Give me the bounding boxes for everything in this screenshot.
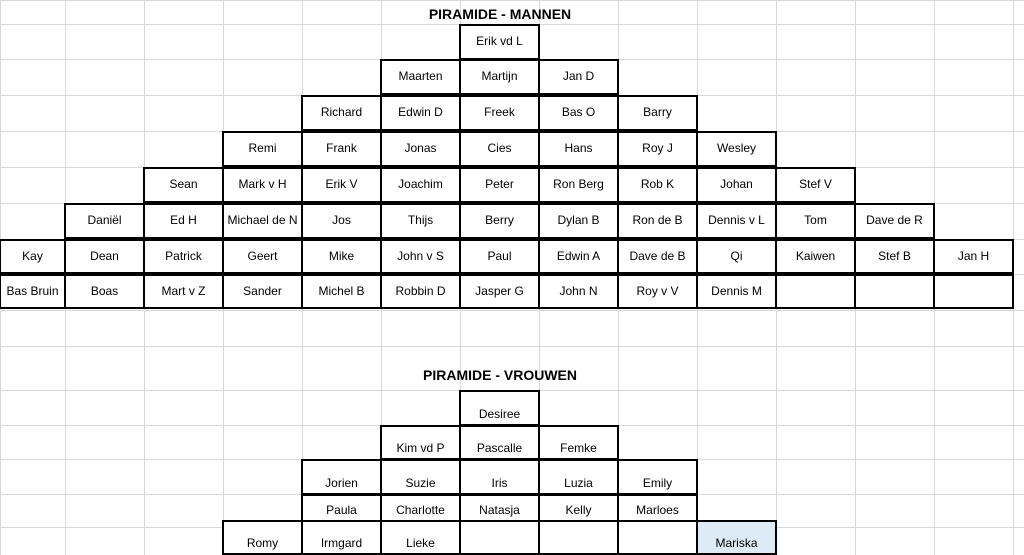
pyramid-cell-mannen[interactable] [933, 274, 1014, 309]
pyramid-cell-mannen[interactable]: Bas O [538, 95, 619, 131]
pyramid-cell-vrouwen[interactable]: Luzia [538, 459, 619, 495]
pyramid-title-vrouwen: PIRAMIDE - VROUWEN [423, 367, 577, 383]
pyramid-cell-vrouwen[interactable] [538, 520, 619, 555]
pyramid-cell-mannen[interactable]: Ron de B [617, 203, 698, 239]
pyramid-cell-mannen[interactable]: Jasper G [459, 274, 540, 309]
pyramid-cell-mannen[interactable]: John v S [380, 239, 461, 274]
pyramid-cell-mannen[interactable]: Qi [696, 239, 777, 274]
pyramid-cell-vrouwen[interactable]: Romy [222, 520, 303, 555]
pyramid-cell-mannen[interactable]: Sean [143, 167, 224, 203]
pyramid-cell-vrouwen[interactable]: Desiree [459, 390, 540, 426]
pyramid-cell-vrouwen[interactable]: Charlotte [380, 494, 461, 528]
pyramid-cell-vrouwen[interactable]: Kelly [538, 494, 619, 528]
pyramid-cell-mannen[interactable]: Dennis M [696, 274, 777, 309]
pyramid-cell-vrouwen[interactable]: Femke [538, 425, 619, 460]
pyramid-cell-vrouwen[interactable]: Pascalle [459, 425, 540, 460]
pyramid-cell-mannen[interactable]: Peter [459, 167, 540, 203]
pyramid-cell-vrouwen[interactable]: Lieke [380, 520, 461, 555]
pyramid-cell-mannen[interactable]: Frank [301, 131, 382, 167]
pyramid-cell-vrouwen[interactable]: Kim vd P [380, 425, 461, 460]
pyramid-cell-mannen[interactable]: Sander [222, 274, 303, 309]
pyramid-cell-mannen[interactable]: Edwin D [380, 95, 461, 131]
pyramid-cell-mannen[interactable]: Barry [617, 95, 698, 131]
pyramid-cell-vrouwen[interactable]: Jorien [301, 459, 382, 495]
pyramid-title-mannen: PIRAMIDE - MANNEN [428, 6, 572, 22]
pyramid-cell-mannen[interactable]: Ed H [143, 203, 224, 239]
pyramid-cell-mannen[interactable]: Dave de R [854, 203, 935, 239]
pyramid-cell-mannen[interactable]: Richard [301, 95, 382, 131]
pyramid-cell-mannen[interactable]: Kaiwen [775, 239, 856, 274]
pyramid-cell-mannen[interactable]: Jan H [933, 239, 1014, 274]
pyramid-cell-mannen[interactable]: Paul [459, 239, 540, 274]
pyramid-cell-mannen[interactable]: Freek [459, 95, 540, 131]
pyramid-cell-mannen[interactable]: Dave de B [617, 239, 698, 274]
pyramid-cell-vrouwen[interactable] [617, 520, 698, 555]
pyramid-cell-mannen[interactable]: Patrick [143, 239, 224, 274]
pyramid-cell-mannen[interactable]: Dennis v L [696, 203, 777, 239]
pyramid-cell-mannen[interactable]: Johan [696, 167, 777, 203]
pyramid-cell-mannen[interactable]: Remi [222, 131, 303, 167]
pyramid-cell-vrouwen[interactable]: Suzie [380, 459, 461, 495]
pyramid-cell-mannen[interactable]: Berry [459, 203, 540, 239]
pyramid-cell-mannen[interactable]: Erik vd L [459, 24, 540, 60]
pyramid-cell-mannen[interactable]: Roy J [617, 131, 698, 167]
pyramid-cell-mannen[interactable]: Erik V [301, 167, 382, 203]
pyramid-cell-mannen[interactable]: Edwin A [538, 239, 619, 274]
pyramid-cell-mannen[interactable]: Mart v Z [143, 274, 224, 309]
pyramid-cell-mannen[interactable]: Jonas [380, 131, 461, 167]
pyramid-cell-vrouwen[interactable]: Emily [617, 459, 698, 495]
pyramid-cell-mannen[interactable]: Daniël [64, 203, 145, 239]
pyramid-cell-mannen[interactable]: Michael de N [222, 203, 303, 239]
pyramid-cell-mannen[interactable]: Hans [538, 131, 619, 167]
pyramid-cell-mannen[interactable]: Maarten [380, 59, 461, 95]
pyramid-cell-vrouwen[interactable]: Iris [459, 459, 540, 495]
pyramid-cell-vrouwen[interactable]: Marloes [617, 494, 698, 528]
pyramid-cell-mannen[interactable]: Martijn [459, 59, 540, 95]
pyramid-cell-mannen[interactable]: Geert [222, 239, 303, 274]
pyramid-cell-vrouwen[interactable]: Irmgard [301, 520, 382, 555]
pyramid-cell-mannen[interactable]: Tom [775, 203, 856, 239]
pyramid-cell-mannen[interactable]: Cies [459, 131, 540, 167]
pyramid-cell-mannen[interactable]: Stef V [775, 167, 856, 203]
pyramid-cell-mannen[interactable]: Wesley [696, 131, 777, 167]
pyramid-cell-mannen[interactable]: Ron Berg [538, 167, 619, 203]
pyramid-cell-mannen[interactable]: Michel B [301, 274, 382, 309]
pyramid-cell-mannen[interactable]: Thijs [380, 203, 461, 239]
pyramid-cell-vrouwen[interactable]: Mariska [696, 520, 777, 555]
pyramid-cell-mannen[interactable] [775, 274, 856, 309]
pyramid-cell-mannen[interactable]: Stef B [854, 239, 935, 274]
pyramid-cell-mannen[interactable]: Mike [301, 239, 382, 274]
pyramid-cell-mannen[interactable]: Robbin D [380, 274, 461, 309]
pyramid-cell-mannen[interactable]: Dean [64, 239, 145, 274]
pyramid-cell-mannen[interactable]: Bas Bruin [0, 274, 66, 309]
pyramid-cell-mannen[interactable]: Rob K [617, 167, 698, 203]
pyramid-cell-vrouwen[interactable] [459, 520, 540, 555]
pyramid-cell-mannen[interactable]: John N [538, 274, 619, 309]
pyramid-cell-mannen[interactable]: Mark v H [222, 167, 303, 203]
pyramid-cell-mannen[interactable]: Dylan B [538, 203, 619, 239]
pyramid-cell-mannen[interactable] [854, 274, 935, 309]
pyramid-cell-vrouwen[interactable]: Natasja [459, 494, 540, 528]
pyramid-cell-mannen[interactable]: Roy v V [617, 274, 698, 309]
pyramid-cell-mannen[interactable]: Kay [0, 239, 66, 274]
pyramid-cell-vrouwen[interactable]: Paula [301, 494, 382, 528]
pyramid-cell-mannen[interactable]: Jan D [538, 59, 619, 95]
pyramid-cell-mannen[interactable]: Jos [301, 203, 382, 239]
pyramid-cell-mannen[interactable]: Boas [64, 274, 145, 309]
pyramid-cell-mannen[interactable]: Joachim [380, 167, 461, 203]
